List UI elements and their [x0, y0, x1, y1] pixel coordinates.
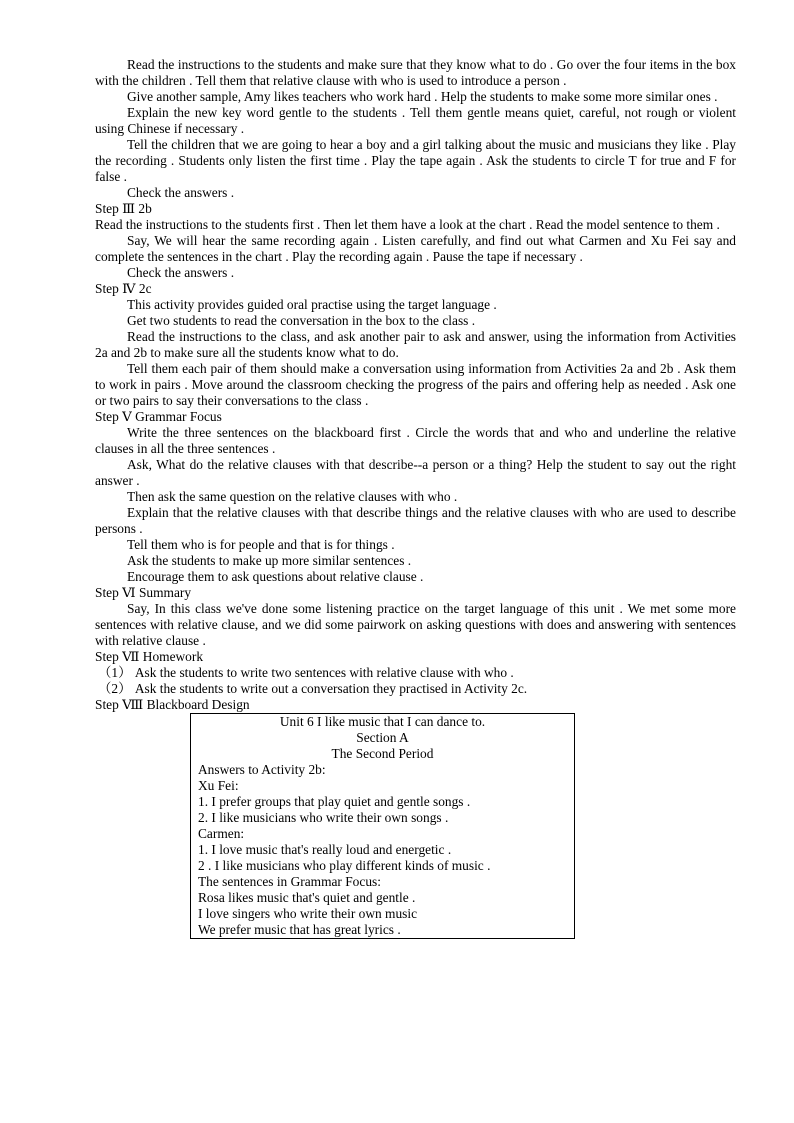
paragraph: This activity provides guided oral practise using the target language . [127, 297, 497, 312]
board-line: Rosa likes music that's quiet and gentle . [198, 890, 416, 905]
board-line: 1. I love music that's really loud and energetic . [198, 842, 452, 857]
paragraph: Check the answers . [127, 185, 235, 200]
paragraph: Read the instructions to the students first . Then let them have a look at the chart . Read the model sentence to them . [95, 217, 720, 232]
paragraph: Encourage them to ask questions about relative clause . [127, 569, 424, 584]
paragraph: Ask the students to make up more similar sentences . [127, 553, 412, 568]
board-line: 1. I prefer groups that play quiet and gentle songs . [198, 794, 471, 809]
paragraph: Read the instructions to the class, and ask another pair to ask and answer, using the information from Activities 2a and 2b to make sure all the students know what to do. [95, 329, 736, 360]
board-line: The sentences in Grammar Focus: [198, 874, 381, 889]
step-5-heading: Step Ⅴ Grammar Focus [95, 409, 222, 424]
board-section: Section A [356, 730, 409, 745]
paragraph: Say, In this class we've done some listening practice on the target language of this unit . We met some more sentences with relative clause, and we did some pairwork on asking questions with does and answering with sentences with relative clause . [95, 601, 736, 648]
paragraph: Get two students to read the conversation in the box to the class . [127, 313, 476, 328]
board-line: I love singers who write their own music [198, 906, 418, 921]
board-line: We prefer music that has great lyrics . [198, 922, 401, 937]
step-7-heading: Step Ⅶ Homework [95, 649, 204, 664]
blackboard-design-box [190, 713, 575, 939]
paragraph: Then ask the same question on the relative clauses with who . [127, 489, 458, 504]
board-line: Xu Fei: [198, 778, 239, 793]
step-8-heading: Step Ⅷ Blackboard Design [95, 697, 250, 712]
board-line: Carmen: [198, 826, 245, 841]
board-line: 2. I like musicians who write their own songs . [198, 810, 449, 825]
step-4-heading: Step Ⅳ 2c [95, 281, 152, 296]
paragraph: Give another sample, Amy likes teachers who work hard . Help the students to make some more similar ones . [127, 89, 718, 104]
board-period: The Second Period [331, 746, 434, 761]
paragraph: Tell the children that we are going to hear a boy and a girl talking about the music and musicians they like . Play the recording . Students only listen the first time . Play the tape again . Ask the students to circle T for true and F for false . [95, 137, 736, 184]
board-title: Unit 6 I like music that I can dance to. [279, 714, 486, 729]
step-6-heading: Step Ⅵ Summary [95, 585, 192, 600]
paragraph: Explain the new key word gentle to the students . Tell them gentle means quiet, careful, not rough or violent using Chinese if necessary . [95, 105, 736, 136]
board-line: 2 . I like musicians who play different kinds of music . [198, 858, 491, 873]
board-line: Answers to Activity 2b: [198, 762, 326, 777]
step-3-heading: Step Ⅲ 2b [95, 201, 152, 216]
paragraph: Tell them who is for people and that is for things . [127, 537, 395, 552]
document-body [95, 57, 736, 939]
homework-item-1: （1） Ask the students to write two sentences with relative clause with who . [98, 665, 514, 680]
paragraph: Ask, What do the relative clauses with that describe--a person or a thing? Help the student to say out the right answer . [95, 457, 736, 488]
paragraph: Say, We will hear the same recording again . Listen carefully, and find out what Carmen and Xu Fei say and complete the sentences in the chart . Play the recording again . Pause the tape if necessary . [95, 233, 736, 264]
homework-item-2: （2） Ask the students to write out a conversation they practised in Activity 2c. [98, 681, 528, 696]
paragraph: Check the answers . [127, 265, 235, 280]
paragraph: Explain that the relative clauses with that describe things and the relative clauses with who are used to describe persons . [95, 505, 736, 536]
paragraph: Write the three sentences on the blackboard first . Circle the words that and who and underline the relative clauses in all the three sentences . [95, 425, 736, 456]
paragraph: Read the instructions to the students and make sure that they know what to do . Go over the four items in the box with the children . Tell them that relative clause with who is used to introduce a person . [95, 57, 736, 88]
paragraph: Tell them each pair of them should make a conversation using information from Activities 2a and 2b . Ask them to work in pairs . Move around the classroom checking the progress of the pairs and offering help as needed . Ask one or two pairs to say their conversations to the class . [95, 361, 736, 408]
